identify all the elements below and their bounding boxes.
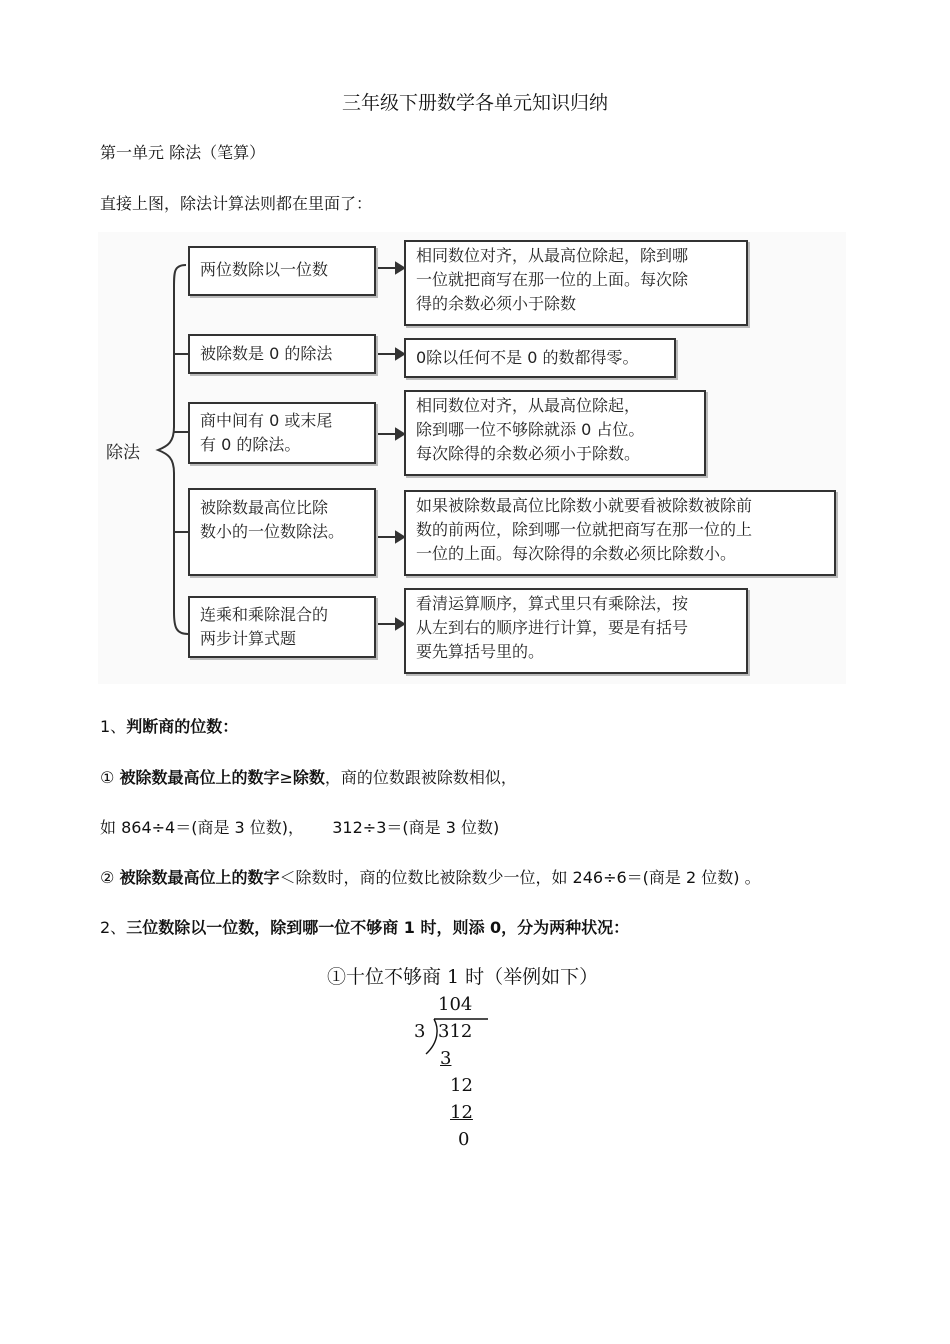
step-2-remainder: 12	[450, 1075, 473, 1096]
arrows	[376, 263, 404, 629]
item-1-symbol: ≥	[279, 768, 293, 787]
section-1-number: 1、	[100, 717, 127, 736]
diagram-root-label: 除法	[106, 443, 140, 463]
item-1-bold-a: 被除数最高位上的数字	[119, 768, 280, 787]
long-division-title: ①十位不够商 1 时（举例如下）	[327, 966, 599, 988]
example-1b: 312÷3＝(商是 3 位数)	[332, 818, 500, 837]
item-1-marker: ①	[100, 768, 115, 787]
rule-1-detail: 相同数位对齐，从最高位除起，除到哪 一位就把商写在那一位的上面。每次除 得的余数必须小于除数	[404, 240, 748, 326]
intro-text: 直接上图，除法计算法则都在里面了：	[100, 194, 373, 213]
item-1-rest: ，商的位数跟被除数相似，	[324, 768, 517, 787]
dividend: 312	[438, 1021, 473, 1042]
quotient: 104	[438, 994, 473, 1015]
rule-item-2	[100, 865, 761, 888]
item-2-bold: 被除数最高位上的数字	[119, 868, 280, 887]
section-2-title: 三位数除以一位数，除到哪一位不够商 1 时，则添 0，分为两种状况：	[126, 918, 630, 937]
final-remainder: 0	[458, 1129, 470, 1150]
rule-4-detail: 如果被除数最高位比除数小就要看被除数被除前 数的前两位，除到哪一位就把商写在那一位的上 一位的上面。每次除得的余数必须比除数小。	[404, 490, 836, 576]
unit1-heading: 第一单元 除法（笔算）	[100, 143, 266, 162]
step-1-subtrahend: 3	[440, 1048, 452, 1069]
rule-3-topic: 商中间有 0 或末尾 有 0 的除法。	[188, 402, 376, 464]
section-2-number: 2、	[100, 918, 127, 937]
rule-3-detail: 相同数位对齐，从最高位除起， 除到哪一位不够除就添 0 占位。 每次除得的余数必须小于除数。	[404, 390, 706, 476]
item-1-bold-b: 除数	[292, 768, 325, 787]
item-2-marker: ②	[100, 868, 115, 887]
diagram-brace	[158, 265, 188, 634]
divisor: 3	[414, 1021, 426, 1042]
item-2-rest: ＜除数时，商的位数比被除数少一位，如 246÷6＝(商是 2 位数) 。	[279, 868, 761, 887]
section-1-heading	[100, 714, 238, 737]
rule-1-topic: 两位数除以一位数	[188, 246, 376, 296]
page-title: 三年级下册数学各单元知识归纳	[341, 92, 608, 114]
section-1-title: 判断商的位数：	[126, 717, 239, 736]
example-1a: 如 864÷4＝(商是 3 位数)，	[100, 818, 305, 837]
example-line	[100, 815, 499, 838]
rule-2-topic: 被除数是 0 的除法	[188, 334, 376, 374]
rule-item-1	[100, 765, 517, 788]
rule-4-topic: 被除数最高位比除 数小的一位数除法。	[188, 488, 376, 576]
step-3-subtrahend: 12	[450, 1102, 473, 1123]
division-rules-diagram	[98, 232, 846, 684]
rule-2-detail: 0除以任何不是 0 的数都得零。	[404, 338, 676, 378]
rule-5-topic: 连乘和乘除混合的 两步计算式题	[188, 596, 376, 658]
rule-5-detail: 看清运算顺序，算式里只有乘除法，按 从左到右的顺序进行计算，要是有括号 要先算括号里的。	[404, 588, 748, 674]
section-2-heading	[100, 915, 629, 938]
